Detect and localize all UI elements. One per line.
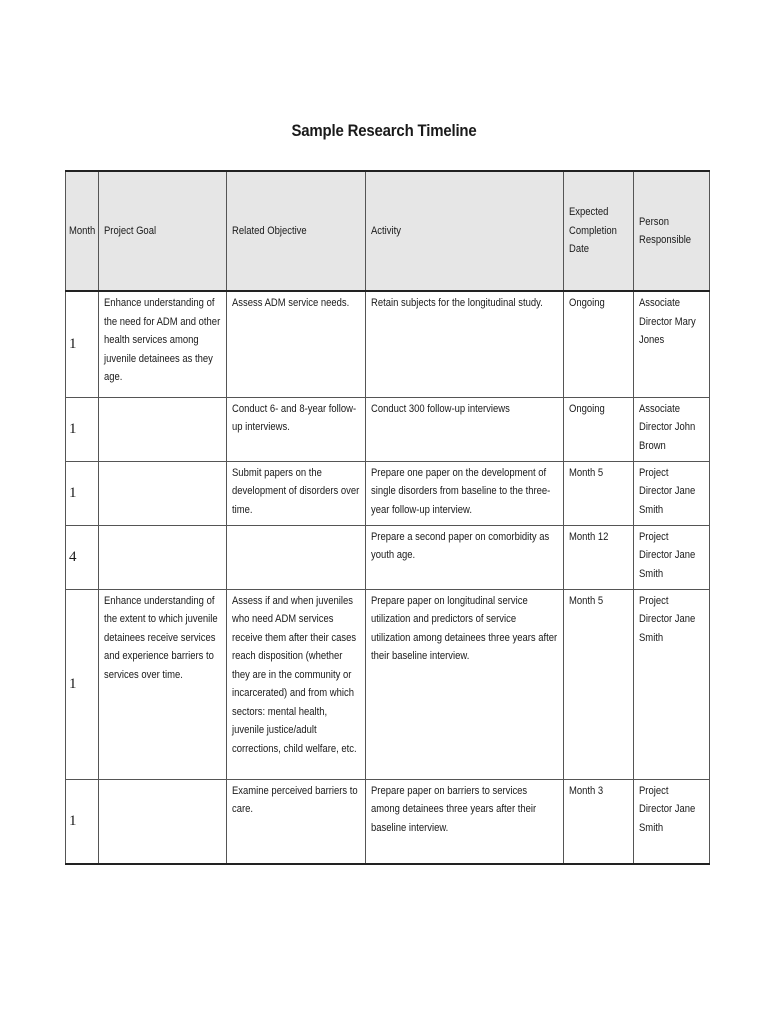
table-row bbox=[66, 397, 710, 461]
activity-cell: Prepare paper on longitudinal service utilization and predictors of service utilization among detainees three years after their baseline interview. bbox=[366, 589, 564, 779]
completion-date-cell: Month 12 bbox=[564, 525, 634, 589]
completion-date-cell: Month 3 bbox=[564, 779, 634, 864]
completion-date-cell: Month 5 bbox=[564, 461, 634, 525]
completion-date-cell: Ongoing bbox=[564, 397, 634, 461]
activity-cell: Prepare paper on barriers to services among detainees three years after their baseline interview. bbox=[366, 779, 564, 864]
person-responsible-cell: Project Director Jane Smith bbox=[634, 461, 710, 525]
month-cell: 1 bbox=[66, 779, 99, 864]
header-activity: Activity bbox=[366, 171, 564, 291]
project-goal-cell bbox=[99, 779, 227, 864]
table-row bbox=[66, 461, 710, 525]
table-row bbox=[66, 291, 710, 397]
related-objective-cell: Assess ADM service needs. bbox=[227, 291, 366, 397]
related-objective-cell: Conduct 6- and 8-year follow-up interviews. bbox=[227, 397, 366, 461]
person-responsible-cell: Project Director Jane Smith bbox=[634, 779, 710, 864]
project-goal-cell bbox=[99, 461, 227, 525]
header-project-goal: Project Goal bbox=[99, 171, 227, 291]
month-cell: 1 bbox=[66, 461, 99, 525]
month-cell: 1 bbox=[66, 397, 99, 461]
person-responsible-cell: Associate Director John Brown bbox=[634, 397, 710, 461]
month-cell: 4 bbox=[66, 525, 99, 589]
table-row bbox=[66, 589, 710, 779]
header-related-objective: Related Objective bbox=[227, 171, 366, 291]
person-responsible-cell: Project Director Jane Smith bbox=[634, 525, 710, 589]
activity-cell: Retain subjects for the longitudinal study. bbox=[366, 291, 564, 397]
project-goal-cell: Enhance understanding of the need for ADM and other health services among juvenile detainees as they age. bbox=[99, 291, 227, 397]
header-person-responsible: Person Responsible bbox=[634, 171, 710, 291]
activity-cell: Prepare a second paper on comorbidity as youth age. bbox=[366, 525, 564, 589]
related-objective-cell bbox=[227, 525, 366, 589]
month-cell: 1 bbox=[66, 291, 99, 397]
person-responsible-cell: Project Director Jane Smith bbox=[634, 589, 710, 779]
table-header bbox=[66, 171, 710, 291]
research-timeline-table bbox=[65, 170, 710, 865]
header-month: Month bbox=[66, 171, 99, 291]
header-row bbox=[66, 171, 710, 291]
table-row bbox=[66, 525, 710, 589]
completion-date-cell: Month 5 bbox=[564, 589, 634, 779]
table-row bbox=[66, 779, 710, 864]
person-responsible-cell: Associate Director Mary Jones bbox=[634, 291, 710, 397]
month-cell: 1 bbox=[66, 589, 99, 779]
header-expected-completion-date: Expected Completion Date bbox=[564, 171, 634, 291]
document-title: Sample Research Timeline bbox=[291, 121, 477, 140]
project-goal-cell bbox=[99, 397, 227, 461]
related-objective-cell: Submit papers on the development of disorders over time. bbox=[227, 461, 366, 525]
related-objective-cell: Assess if and when juveniles who need ADM services receive them after their cases reach disposition (whether they are in the community or incarcerated) and from which sectors: mental health, juvenile justice/adult corrections, child welfare, etc. bbox=[227, 589, 366, 779]
completion-date-cell: Ongoing bbox=[564, 291, 634, 397]
project-goal-cell: Enhance understanding of the extent to which juvenile detainees receive services and experience barriers to services over time. bbox=[99, 589, 227, 779]
related-objective-cell: Examine perceived barriers to care. bbox=[227, 779, 366, 864]
activity-cell: Prepare one paper on the development of single disorders from baseline to the three-year follow-up interview. bbox=[366, 461, 564, 525]
activity-cell: Conduct 300 follow-up interviews bbox=[366, 397, 564, 461]
table-body bbox=[66, 291, 710, 864]
project-goal-cell bbox=[99, 525, 227, 589]
